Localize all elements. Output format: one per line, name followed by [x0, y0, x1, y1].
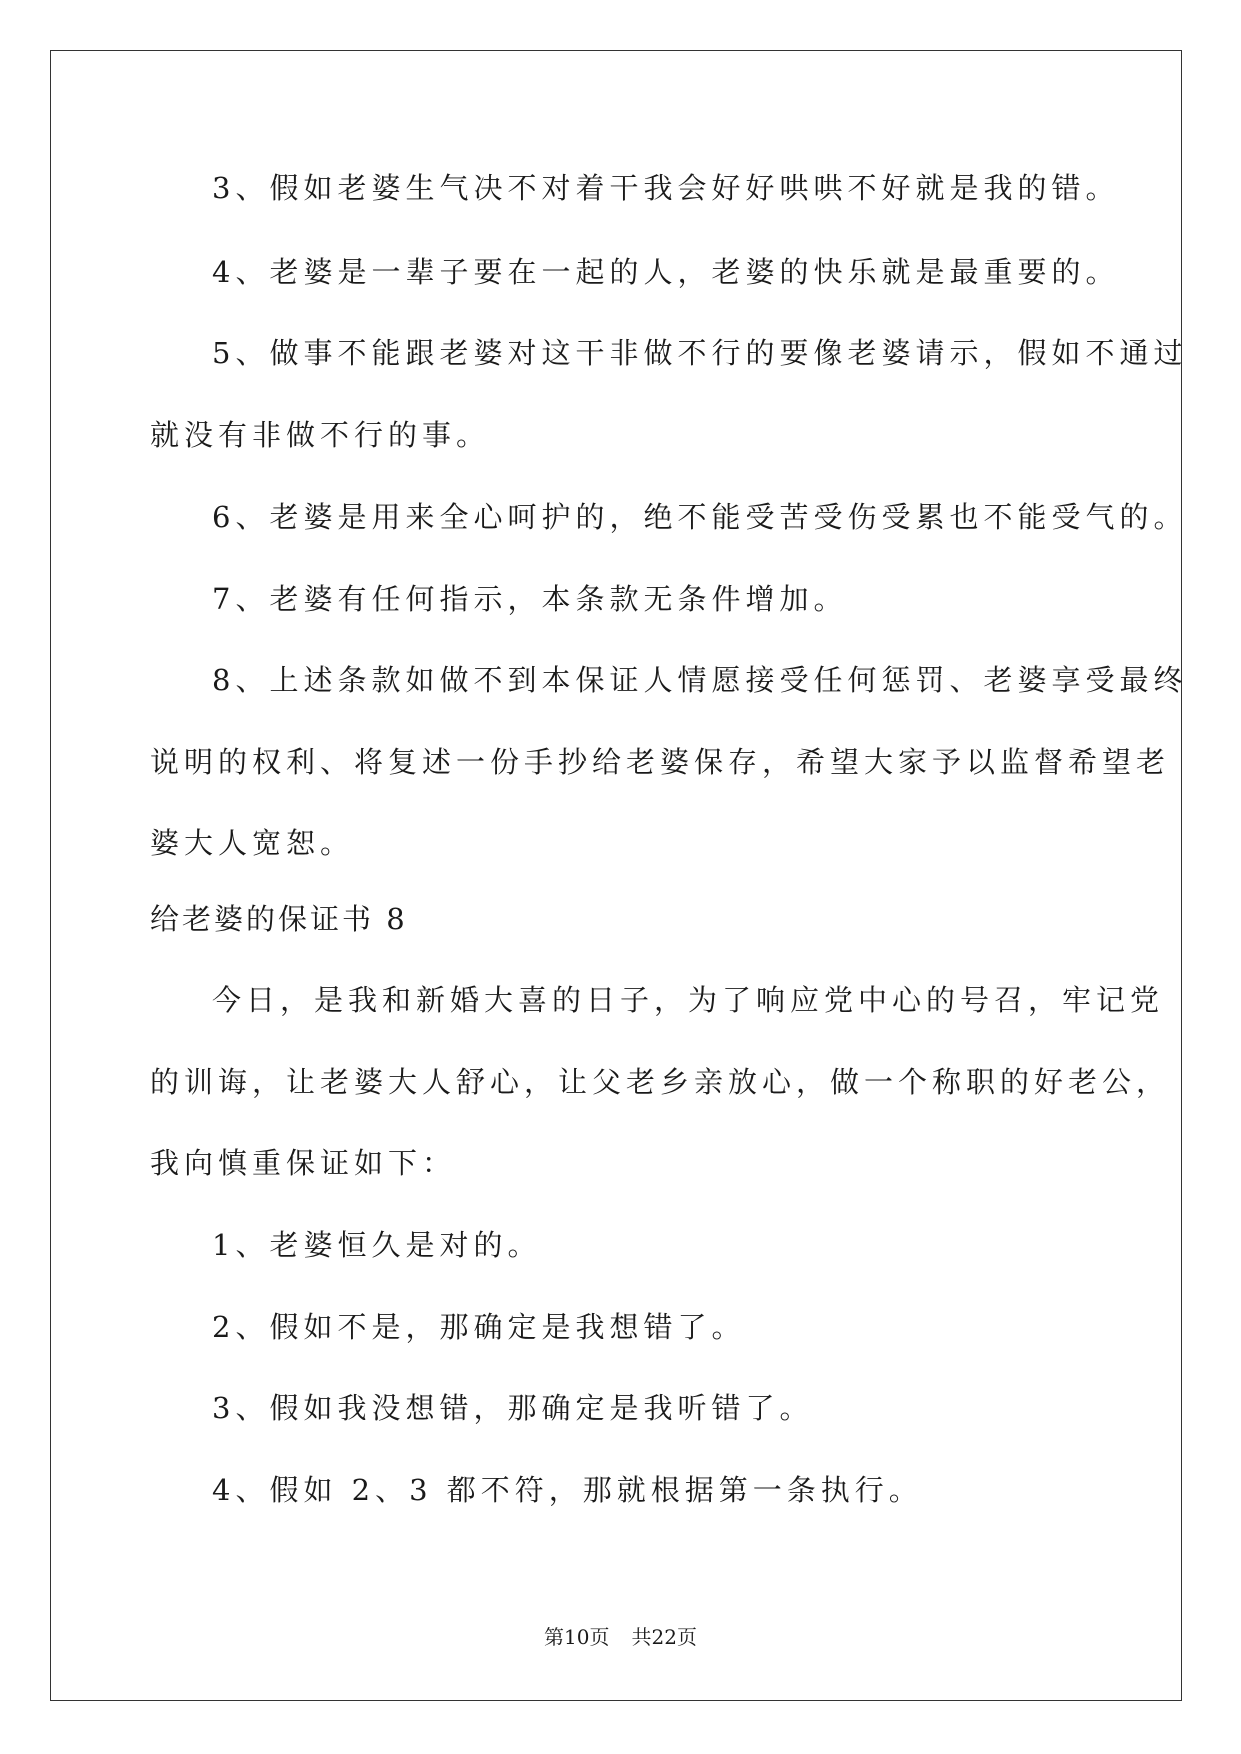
paragraph-line-clause-5: 5、做事不能跟老婆对这干非做不行的要像老婆请示，假如不通过 — [212, 336, 1188, 370]
paragraph-line-intro-cont: 的训诲，让老婆大人舒心，让父老乡亲放心，做一个称职的好老公， — [150, 1065, 1171, 1099]
paragraph-line-clause-8-end: 婆大人宽恕。 — [150, 826, 355, 860]
page-number: 第10页 — [544, 1625, 610, 1649]
paragraph-line-clause-5-cont: 就没有非做不行的事。 — [150, 418, 491, 452]
paragraph-line-intro-end: 我向慎重保证如下： — [150, 1146, 457, 1180]
paragraph-line-clause-8-cont: 说明的权利、将复述一份手抄给老婆保存，希望大家予以监督希望老 — [150, 745, 1171, 779]
paragraph-line-intro: 今日，是我和新婚大喜的日子，为了响应党中心的号召，牢记党 — [212, 983, 1165, 1017]
paragraph-line-clause-8: 8、上述条款如做不到本保证人情愿接受任何惩罚、老婆享受最终 — [212, 663, 1188, 697]
paragraph-line-item-3: 3、假如我没想错，那确定是我听错了。 — [212, 1391, 814, 1425]
paragraph-line-clause-3: 3、假如老婆生气决不对着干我会好好哄哄不好就是我的错。 — [212, 171, 1120, 205]
paragraph-line-clause-7: 7、老婆有任何指示，本条款无条件增加。 — [212, 582, 848, 616]
page-footer — [0, 1623, 1241, 1651]
paragraph-line-item-4: 4、假如 2、3 都不符，那就根据第一条执行。 — [212, 1473, 923, 1507]
paragraph-line-clause-6: 6、老婆是用来全心呵护的，绝不能受苦受伤受累也不能受气的。 — [212, 500, 1188, 534]
paragraph-line-item-1: 1、老婆恒久是对的。 — [212, 1228, 542, 1262]
section-heading: 给老婆的保证书 8 — [150, 902, 408, 936]
paragraph-line-clause-4: 4、老婆是一辈子要在一起的人，老婆的快乐就是最重要的。 — [212, 255, 1120, 289]
page-total: 共22页 — [631, 1625, 697, 1649]
page-border — [50, 50, 1182, 1701]
paragraph-line-item-2: 2、假如不是，那确定是我想错了。 — [212, 1310, 746, 1344]
